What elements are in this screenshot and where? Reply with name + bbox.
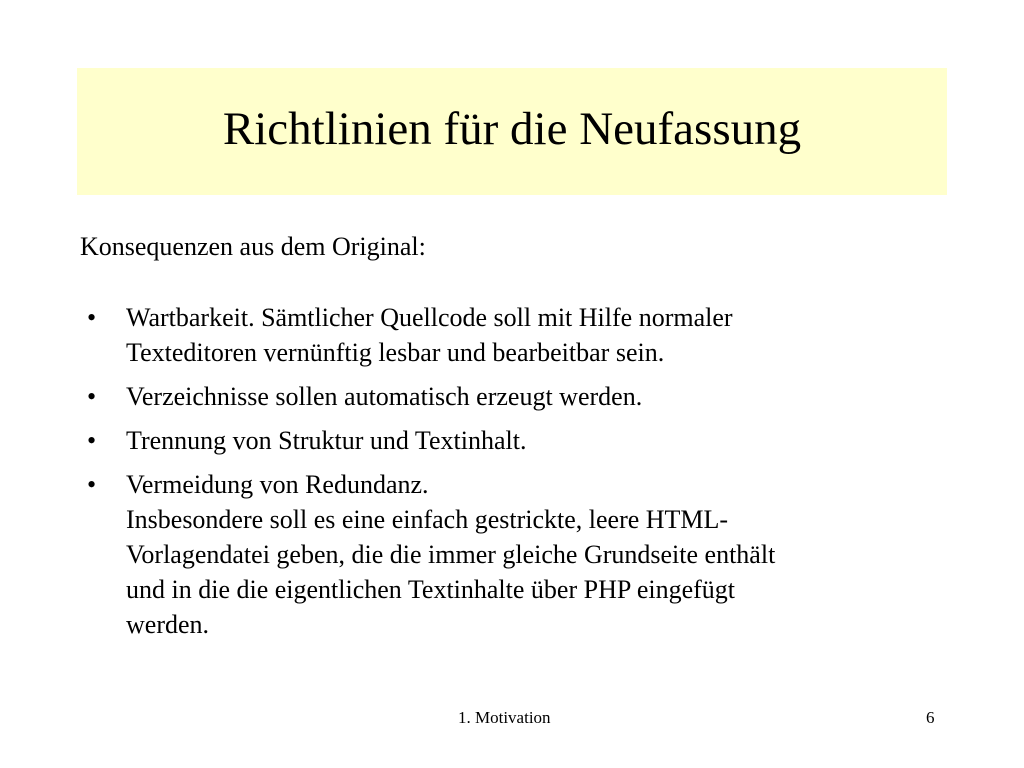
footer-section-label: 1. Motivation (458, 708, 551, 727)
slide-title: Richtlinien für die Neufassung (222, 103, 802, 155)
bullet-text: und in die die eigentlichen Textinhalte über PHP eingefügt (126, 575, 736, 604)
bullet-text: Insbesondere soll es eine einfach gestrickte, leere HTML- (126, 505, 729, 534)
bullet-item (80, 379, 920, 414)
bullet-text: Wartbarkeit. Sämtlicher Quellcode soll mit Hilfe normaler (126, 303, 733, 332)
page-number: 6 (926, 708, 935, 727)
bullet-marker: • (87, 426, 97, 455)
bullet-text: werden. (126, 610, 210, 639)
subheading: Konsequenzen aus dem Original: (80, 232, 426, 261)
bullet-list (80, 300, 920, 651)
bullet-item (80, 423, 920, 458)
bullet-text: Vermeidung von Redundanz. (126, 470, 429, 499)
bullet-text: Vorlagendatei geben, die die immer gleiche Grundseite enthält (126, 540, 776, 569)
bullet-marker: • (87, 470, 97, 499)
bullet-marker: • (87, 382, 97, 411)
title-banner (77, 68, 947, 195)
bullet-text: Verzeichnisse sollen automatisch erzeugt werden. (126, 382, 643, 411)
bullet-item (80, 467, 920, 642)
bullet-text: Trennung von Struktur und Textinhalt. (126, 426, 527, 455)
bullet-marker: • (87, 303, 97, 332)
bullet-text: Texteditoren vernünftig lesbar und bearbeitbar sein. (126, 338, 665, 367)
bullet-item (80, 300, 920, 370)
